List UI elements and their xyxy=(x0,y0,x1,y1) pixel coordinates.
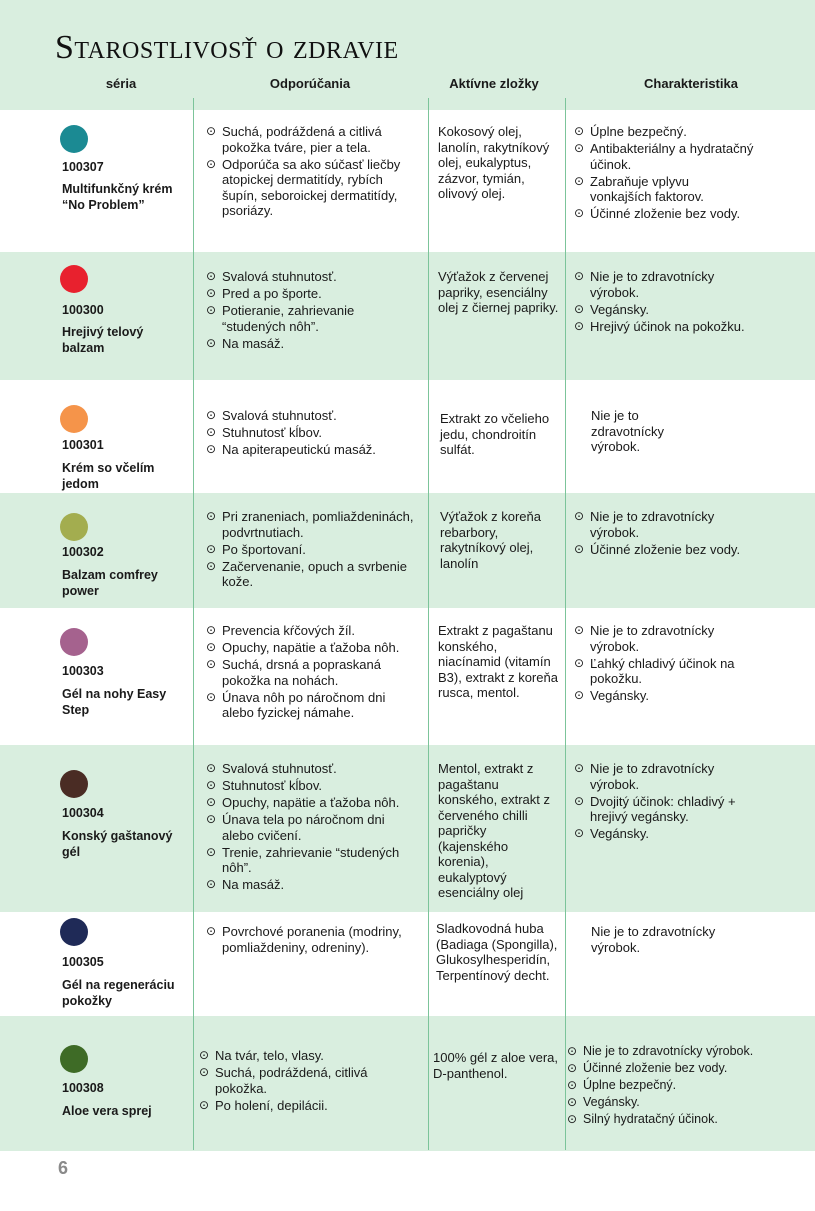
bullet-item: ⊙ Stuhnutosť kĺbov. xyxy=(206,778,418,794)
product-color-dot xyxy=(60,405,88,433)
product-code: 100300 xyxy=(62,303,104,317)
ingredients-cell: Sladkovodná huba (Badiaga (Spongilla), Glukosylhesperidín, Terpentínový decht. xyxy=(436,921,558,983)
product-name: Aloe vera sprej xyxy=(62,1104,152,1118)
product-name: Hrejivý telový balzam xyxy=(62,325,144,355)
product-color-dot xyxy=(60,628,88,656)
product-code: 100305 xyxy=(62,955,104,969)
bullet-item: ⊙ Ľahký chladivý účinok na pokožku. xyxy=(574,656,754,687)
bullet-item: ⊙ Svalová stuhnutosť. xyxy=(206,408,418,424)
bullet-item: ⊙ Zabraňuje vplyvu vonkajších faktorov. xyxy=(574,174,754,205)
product-name: Balzam comfrey power xyxy=(62,568,158,598)
bullet-item: ⊙ Začervenanie, opuch a svrbenie kože. xyxy=(206,559,418,590)
product-code: 100301 xyxy=(62,438,104,452)
product-code: 100308 xyxy=(62,1081,104,1095)
column-divider xyxy=(565,98,566,1150)
bullet-item: ⊙ Stuhnutosť kĺbov. xyxy=(206,425,418,441)
product-color-dot xyxy=(60,770,88,798)
column-divider xyxy=(193,98,194,1150)
page-number: 6 xyxy=(58,1158,69,1178)
ingredients-cell: Výťažok z koreňa rebarbory, rakytníkový olej, lanolín xyxy=(440,509,541,571)
bullet-item: ⊙ Povrchové poranenia (modriny, pomliaždeniny, odreniny). xyxy=(206,924,418,955)
product-color-dot xyxy=(60,125,88,153)
bullet-item: ⊙ Opuchy, napätie a ťažoba nôh. xyxy=(206,795,418,811)
bullet-item: ⊙ Suchá, drsná a popraskaná pokožka na nohách. xyxy=(206,657,418,688)
ingredients-cell: 100% gél z aloe vera, D-panthenol. xyxy=(433,1050,559,1081)
bullet-item: ⊙ Nie je to zdravotnícky výrobok. xyxy=(567,1044,812,1060)
bullet-item: ⊙ Na masáž. xyxy=(206,336,418,352)
characteristics-text: Nie je to zdravotnícky výrobok. xyxy=(591,924,716,955)
page-title: Starostlivosť o zdravie xyxy=(55,29,399,66)
bullet-item: ⊙ Hrejivý účinok na pokožku. xyxy=(574,319,754,335)
recommendations-cell xyxy=(206,269,418,353)
column-header-characteristics: Charakteristika xyxy=(644,76,738,91)
bullet-item: ⊙ Vegánsky. xyxy=(574,826,754,842)
bullet-item: ⊙ Úplne bezpečný. xyxy=(567,1078,812,1094)
bullet-item: ⊙ Silný hydratačný účinok. xyxy=(567,1112,812,1128)
bullet-item: ⊙ Účinné zloženie bez vody. xyxy=(574,542,754,558)
bullet-item: ⊙ Na masáž. xyxy=(206,877,418,893)
column-divider xyxy=(428,98,429,1150)
product-code: 100303 xyxy=(62,664,104,678)
characteristics-cell xyxy=(574,124,754,223)
bullet-item: ⊙ Účinné zloženie bez vody. xyxy=(574,206,754,222)
bullet-item: ⊙ Trenie, zahrievanie “studených nôh”. xyxy=(206,845,418,876)
product-code: 100302 xyxy=(62,545,104,559)
product-color-dot xyxy=(60,918,88,946)
product-name: Gél na regeneráciu pokožky xyxy=(62,978,175,1008)
recommendations-cell xyxy=(199,1048,419,1115)
bullet-item: ⊙ Po holení, depilácii. xyxy=(199,1098,419,1114)
recommendations-cell xyxy=(206,509,418,591)
bullet-item: ⊙ Opuchy, napätie a ťažoba nôh. xyxy=(206,640,418,656)
bullet-item: ⊙ Antibakteriálny a hydratačný účinok. xyxy=(574,141,754,172)
ingredients-cell: Extrakt z pagaštanu konského, niacínamid (vitamín B3), extrakt z koreňa rusca, mentol. xyxy=(438,623,558,700)
ingredients-cell: Mentol, extrakt z pagaštanu konského, extrakt z červeného chilli papričky (kajenského korenia), eukalyptový esenciálny olej xyxy=(438,761,550,900)
bullet-item: ⊙ Účinné zloženie bez vody. xyxy=(567,1061,812,1077)
recommendations-cell xyxy=(206,623,418,722)
bullet-item: ⊙ Únava tela po náročnom dni alebo cvičení. xyxy=(206,812,418,843)
bullet-item: ⊙ Nie je to zdravotnícky výrobok. xyxy=(574,761,754,792)
product-name: Multifunkčný krém “No Problem” xyxy=(62,182,173,212)
product-name: Konský gaštanový gél xyxy=(62,829,173,859)
recommendations-cell xyxy=(206,124,418,220)
ingredients-cell: Kokosový olej, lanolín, rakytníkový olej, eukalyptus, zázvor, tymián, olivový olej. xyxy=(438,124,550,201)
product-code: 100304 xyxy=(62,806,104,820)
characteristics-cell xyxy=(574,623,754,705)
bullet-item: ⊙ Vegánsky. xyxy=(574,688,754,704)
bullet-item: ⊙ Po športovaní. xyxy=(206,542,418,558)
bullet-item: ⊙ Pred a po športe. xyxy=(206,286,418,302)
characteristics-cell xyxy=(574,761,754,843)
bullet-item: ⊙ Nie je to zdravotnícky výrobok. xyxy=(574,269,754,300)
recommendations-cell xyxy=(206,924,418,957)
product-code: 100307 xyxy=(62,160,104,174)
bullet-item: ⊙ Dvojitý účinok: chladivý + hrejivý vegánsky. xyxy=(574,794,754,825)
bullet-item: ⊙ Odporúča sa ako súčasť liečby atopickej dermatitídy, rybích šupín, seboroickej dermatitídy, psoriázy. xyxy=(206,157,418,219)
product-color-dot xyxy=(60,513,88,541)
characteristics-cell xyxy=(574,509,754,559)
bullet-item: ⊙ Svalová stuhnutosť. xyxy=(206,269,418,285)
characteristics-cell xyxy=(567,1044,812,1129)
product-color-dot xyxy=(60,1045,88,1073)
ingredients-cell: Výťažok z červenej papriky, esenciálny olej z čiernej papriky. xyxy=(438,269,559,315)
bullet-item: ⊙ Vegánsky. xyxy=(574,302,754,318)
column-header-ingredients: Aktívne zložky xyxy=(449,76,539,91)
characteristics-cell xyxy=(574,269,754,336)
bullet-item: ⊙ Vegánsky. xyxy=(567,1095,812,1111)
bullet-item: ⊙ Nie je to zdravotnícky výrobok. xyxy=(574,623,754,654)
bullet-item: ⊙ Úplne bezpečný. xyxy=(574,124,754,140)
column-header-series: séria xyxy=(105,76,137,91)
bullet-item: ⊙ Svalová stuhnutosť. xyxy=(206,761,418,777)
characteristics-text: Nie je to zdravotnícky výrobok. xyxy=(591,408,664,454)
product-name: Gél na nohy Easy Step xyxy=(62,687,167,717)
product-name: Krém so včelím jedom xyxy=(62,461,155,491)
recommendations-cell xyxy=(206,408,418,459)
product-color-dot xyxy=(60,265,88,293)
bullet-item: ⊙ Pri zraneniach, pomliaždeninách, podvrtnutiach. xyxy=(206,509,418,540)
bullet-item: ⊙ Suchá, podráždená, citlivá pokožka. xyxy=(199,1065,419,1096)
column-header-recommendations: Odporúčania xyxy=(269,76,351,91)
ingredients-cell: Extrakt zo včelieho jedu, chondroitín sulfát. xyxy=(440,411,550,457)
bullet-item: ⊙ Na tvár, telo, vlasy. xyxy=(199,1048,419,1064)
bullet-item: ⊙ Nie je to zdravotnícky výrobok. xyxy=(574,509,754,540)
bullet-item: ⊙ Prevencia kŕčových žíl. xyxy=(206,623,418,639)
bullet-item: ⊙ Suchá, podráždená a citlivá pokožka tváre, pier a tela. xyxy=(206,124,418,155)
bullet-item: ⊙ Potieranie, zahrievanie “studených nôh”. xyxy=(206,303,418,334)
bullet-item: ⊙ Únava nôh po náročnom dni alebo fyzickej námahe. xyxy=(206,690,418,721)
bullet-item: ⊙ Na apiterapeutickú masáž. xyxy=(206,442,418,458)
recommendations-cell xyxy=(206,761,418,894)
